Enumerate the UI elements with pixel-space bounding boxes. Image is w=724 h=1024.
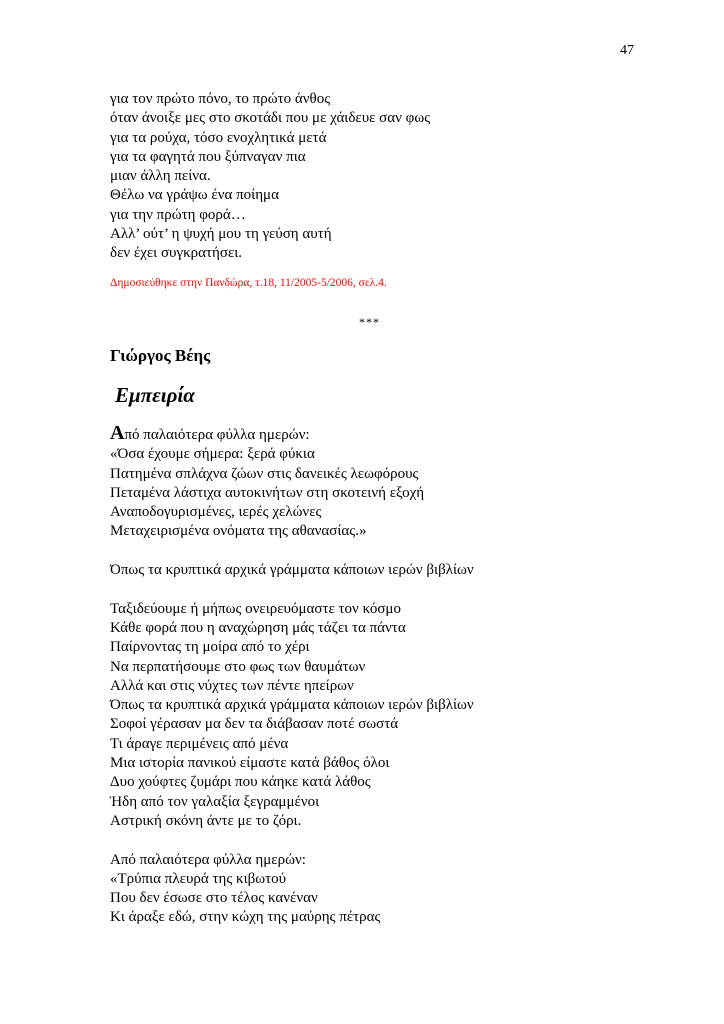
- poem-line: Ήδη από τον γαλαξία ξεγραμμένοι: [110, 793, 320, 810]
- poem-line: Πεταμένα λάστιχα αυτοκινήτων στη σκοτεινή εξοχή: [110, 484, 425, 501]
- poem-line: «Όσα έχουμε σήμερα: ξερά φύκια: [110, 446, 315, 463]
- section-separator: ***: [359, 315, 380, 329]
- poem-line: Όπως τα κρυπτικά αρχικά γράμματα κάποιων ιερών βιβλίων: [110, 697, 474, 714]
- poem-line: Που δεν έσωσε στο τέλος κανέναν: [110, 890, 318, 907]
- poem-line: δεν έχει συγκρατήσει.: [110, 245, 243, 262]
- drop-cap-letter: Α: [110, 422, 125, 444]
- poem-line: Αναποδογυρισμένες, ιερές χελώνες: [110, 504, 322, 521]
- poem-line: Σοφοί γέρασαν μα δεν τα διάβασαν ποτέ σωστά: [110, 716, 399, 733]
- poem-line: Μεταχειρισμένα ονόματα της αθανασίας.»: [110, 523, 367, 540]
- poem-line: για τα ρούχα, τόσο ενοχλητικά μετά: [110, 129, 327, 146]
- poem-line: Ταξιδεύουμε ή μήπως ονειρευόμαστε τον κόσμο: [110, 600, 401, 617]
- poem-line: Δυο χούφτες ζυμάρι που κάηκε κατά λάθος: [110, 774, 371, 791]
- poem-line: για την πρώτη φορά…: [110, 206, 246, 223]
- poem-line: Να περπατήσουμε στο φως των θαυμάτων: [110, 658, 366, 675]
- publication-note: Δημοσιεύθηκε στην Πανδώρα, τ.18, 11/2005-5/2006, σελ.4.: [110, 277, 387, 289]
- poem-line: Τι άραγε περιμένεις από μένα: [110, 735, 289, 752]
- previous-poem-ending: [110, 90, 430, 264]
- poem-line: Πατημένα σπλάχνα ζώων στις δανεικές λεωφόρους: [110, 465, 419, 482]
- poem-line: μιαν άλλη πείνα.: [110, 168, 211, 185]
- page-number: 47: [620, 43, 634, 58]
- poem-line: όταν άνοιξε μες στο σκοτάδι που με χάιδευε σαν φως: [110, 110, 431, 127]
- stanza-break: [110, 580, 474, 599]
- stanza-break: [110, 542, 474, 561]
- poem-line: «Τρύπια πλευρά της κιβωτού: [110, 870, 287, 887]
- poem-line: Θέλω να γράψω ένα ποίημα: [110, 187, 279, 204]
- poem-line: Αλλ’ ούτ’ η ψυχή μου τη γεύση αυτή: [110, 226, 332, 243]
- first-line-text: πό παλαιότερα φύλλα ημερών:: [124, 427, 310, 443]
- poem-line: Κι άραξε εδώ, στην κώχη της μαύρης πέτρας: [110, 909, 381, 926]
- poem-line: Κάθε φορά που η αναχώρηση μάς τάζει τα πάντα: [110, 619, 406, 636]
- stanza-break: [110, 831, 474, 850]
- poem-line: για τα φαγητά που ξύπναγαν πια: [110, 148, 306, 165]
- poem-line: Μια ιστορία πανικού είμαστε κατά βάθος όλοι: [110, 755, 390, 772]
- poem-line: Από παλαιότερα φύλλα ημερών:: [110, 851, 306, 868]
- poem-line: Όπως τα κρυπτικά αρχικά γράμματα κάποιων ιερών βιβλίων: [110, 562, 474, 579]
- poem-first-line: [110, 424, 474, 445]
- poem-line: Αστρική σκόνη άντε με το ζόρι.: [110, 812, 302, 829]
- poem-body: [110, 424, 474, 928]
- poem-line: Αλλά και στις νύχτες των πέντε ηπείρων: [110, 677, 354, 694]
- poem-line: για τον πρώτο πόνο, το πρώτο άνθος: [110, 91, 331, 107]
- author-name: Γιώργος Βέης: [110, 346, 211, 365]
- poem-title: Εμπειρία: [115, 383, 195, 407]
- poem-line: Παίρνοντας τη μοίρα από το χέρι: [110, 639, 310, 656]
